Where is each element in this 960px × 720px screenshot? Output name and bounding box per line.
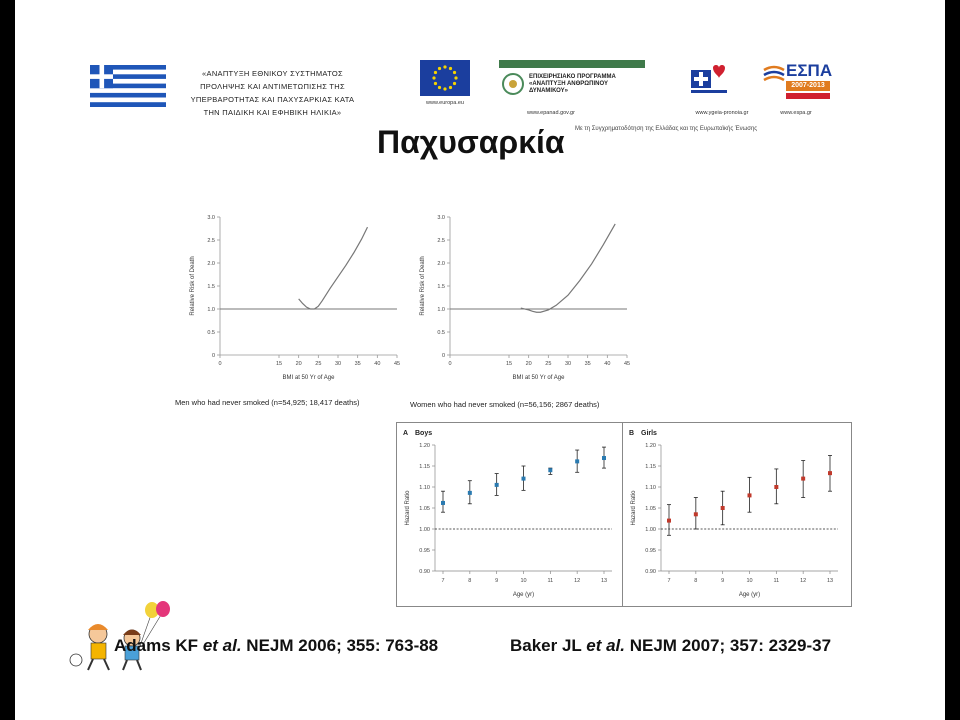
reference-citation: NEJM 2006; 355: 763-88 (246, 636, 439, 655)
eu-flag-icon (420, 60, 470, 96)
data-point (694, 512, 698, 516)
x-axis-label: Age (yr) (738, 592, 761, 598)
espa-logo (763, 60, 833, 104)
data-point (548, 468, 552, 472)
eu-star-icon (443, 87, 446, 90)
y-axis-label: Hazard Ratio (631, 490, 637, 526)
x-tick-label: 35 (584, 361, 591, 367)
x-tick-label: 8 (694, 578, 698, 584)
y-tick-label: 1.5 (207, 284, 215, 290)
x-tick-label: 10 (746, 578, 753, 584)
program-title-line: ΠΡΟΛΗΨΗΣ ΚΑΙ ΑΝΤΙΜΕΤΩΠΙΣΗΣ ΤΗΣ (200, 82, 345, 91)
epanad-text-line: «ΑΝΑΠΤΥΞΗ ΑΝΘΡΩΠΙΝΟΥ ΔΥΝΑΜΙΚΟΥ» (529, 81, 608, 94)
program-title (180, 67, 365, 119)
data-point (801, 477, 805, 481)
y-tick-label: 0.5 (207, 330, 215, 336)
y-tick-label: 1.5 (437, 284, 445, 290)
y-tick-label: 1.00 (419, 527, 430, 533)
y-axis-label: Relative Risk of Death (190, 256, 196, 316)
data-point (441, 501, 445, 505)
reference-etal: et al. (202, 636, 242, 655)
data-point (774, 485, 778, 489)
espa-years: 2007-2013 (786, 81, 830, 91)
y-tick-label: 0.90 (645, 569, 656, 575)
epanad-text-line: ΕΠΙΧΕΙΡΗΣΙΑΚΟ ΠΡΟΓΡΑΜΜΑ (529, 74, 616, 80)
reference-author: Adams KF (114, 636, 199, 655)
y-tick-label: 0 (441, 353, 445, 359)
data-point (522, 477, 526, 481)
y-tick-label: 0.90 (419, 569, 430, 575)
x-axis-label: BMI at 50 Yr of Age (512, 375, 565, 381)
program-title-line: «ΑΝΑΠΤΥΞΗ ΕΘΝΙΚΟΥ ΣΥΣΤΗΜΑΤΟΣ (202, 69, 343, 78)
espa-text: ΕΣΠΑ (786, 61, 833, 80)
y-tick-label: 2.5 (207, 238, 215, 244)
x-tick-label: 40 (604, 361, 611, 367)
data-point (468, 491, 472, 495)
caption-men: Men who had never smoked (n=54,925; 18,417 deaths) (175, 398, 360, 407)
program-title-line: ΥΠΕΡΒΑΡΟΤΗΤΑΣ ΚΑΙ ΠΑΧΥΣΑΡΚΙΑΣ ΚΑΤΑ (190, 95, 355, 104)
x-tick-label: 12 (800, 578, 807, 584)
y-tick-label: 1.05 (419, 506, 430, 512)
eu-star-icon (449, 86, 452, 89)
x-tick-label: 0 (448, 361, 452, 367)
x-tick-label: 25 (545, 361, 552, 367)
chart-boys-hazard (397, 423, 622, 604)
ygeia-pronoia-icon (691, 62, 727, 96)
panel-title: Boys (415, 430, 433, 437)
y-axis-label: Relative Risk of Death (420, 256, 426, 316)
data-point (748, 493, 752, 497)
epanad-logo (499, 60, 645, 104)
x-tick-label: 45 (623, 361, 631, 367)
eu-star-icon (453, 71, 456, 74)
x-tick-label: 11 (547, 578, 554, 584)
risk-curve (521, 224, 615, 312)
eu-star-icon (438, 86, 441, 89)
reference-baker (510, 636, 831, 656)
epanad-caption: www.epanad.gov.gr (527, 110, 575, 116)
espa-caption: www.espa.gr (780, 110, 812, 116)
y-tick-label: 0.95 (645, 548, 656, 554)
x-tick-label: 9 (721, 578, 725, 584)
x-axis-label: BMI at 50 Yr of Age (282, 375, 335, 381)
chart-men-bmi (165, 205, 405, 390)
cofunding-text: Με τη Συγχρηματοδότηση της Ελλάδας και της Ευρωπαϊκής Ένωσης (575, 126, 758, 132)
reference-citation: NEJM 2007; 357: 2329-37 (629, 636, 832, 655)
y-tick-label: 1.20 (645, 443, 656, 449)
x-tick-label: 20 (525, 361, 532, 367)
risk-curve (299, 227, 368, 309)
y-tick-label: 1.05 (645, 506, 656, 512)
y-tick-label: 1.0 (207, 307, 215, 313)
x-tick-label: 10 (520, 578, 527, 584)
y-tick-label: 1.15 (645, 464, 656, 470)
data-point (667, 519, 671, 523)
y-tick-label: 0.5 (437, 330, 445, 336)
eu-star-icon (432, 76, 435, 79)
panel-label: B (629, 430, 635, 437)
eu-caption: www.europa.eu (426, 100, 464, 106)
x-tick-label: 30 (564, 361, 572, 367)
eu-star-icon (443, 65, 446, 68)
x-tick-label: 35 (354, 361, 361, 367)
y-tick-label: 1.0 (437, 307, 445, 313)
x-tick-label: 20 (295, 361, 302, 367)
y-tick-label: 1.10 (419, 485, 430, 491)
ygeia-caption: www.ygeia-pronoia.gr (695, 110, 749, 116)
y-tick-label: 1.00 (645, 527, 656, 533)
epanad-banner (499, 60, 645, 68)
x-tick-label: 7 (441, 578, 445, 584)
y-tick-label: 1.10 (645, 485, 656, 491)
y-tick-label: 0 (211, 353, 215, 359)
espa-swoosh-icon (763, 64, 785, 84)
x-tick-label: 8 (468, 578, 472, 584)
x-tick-label: 45 (393, 361, 401, 367)
y-tick-label: 2.0 (437, 261, 445, 267)
x-tick-label: 9 (495, 578, 499, 584)
x-tick-label: 12 (574, 578, 581, 584)
greek-flag-icon (90, 65, 166, 107)
ball-icon (70, 654, 82, 666)
pink-balloon-icon (156, 601, 170, 617)
data-point (575, 459, 579, 463)
slide (15, 0, 945, 720)
program-title-line: ΤΗΝ ΠΑΙΔΙΚΗ ΚΑΙ ΕΦΗΒΙΚΗ ΗΛΙΚΙΑ» (203, 108, 342, 117)
y-tick-label: 3.0 (437, 215, 445, 221)
epanad-emblem-icon (501, 72, 525, 96)
chart-girls-hazard (623, 423, 849, 604)
y-tick-label: 3.0 (207, 215, 215, 221)
y-axis-label: Hazard Ratio (405, 490, 411, 526)
x-tick-label: 11 (773, 578, 780, 584)
x-tick-label: 25 (315, 361, 322, 367)
eu-star-icon (434, 71, 437, 74)
x-tick-label: 30 (334, 361, 342, 367)
data-point (495, 483, 499, 487)
eu-star-icon (453, 82, 456, 85)
y-tick-label: 1.20 (419, 443, 430, 449)
eu-star-icon (449, 67, 452, 70)
x-tick-label: 7 (667, 578, 671, 584)
x-tick-label: 15 (275, 361, 283, 367)
data-point (602, 456, 606, 460)
espa-band (786, 93, 830, 99)
reference-etal: et al. (586, 636, 625, 655)
y-tick-label: 0.95 (419, 548, 430, 554)
chart-women-bmi (395, 205, 635, 390)
reference-author: Baker JL (510, 636, 582, 655)
data-point (828, 471, 832, 475)
page-title: Παχυσαρκία (377, 124, 565, 160)
reference-adams (114, 636, 438, 656)
caption-women: Women who had never smoked (n=56,156; 2867 deaths) (410, 400, 600, 409)
x-axis-label: Age (yr) (512, 592, 535, 598)
panel-title: Girls (641, 430, 657, 437)
eu-star-icon (454, 76, 457, 79)
eu-star-icon (434, 82, 437, 85)
x-tick-label: 13 (600, 578, 608, 584)
y-tick-label: 1.15 (419, 464, 430, 470)
x-tick-label: 40 (374, 361, 381, 367)
eu-star-icon (438, 67, 441, 70)
x-tick-label: 13 (826, 578, 834, 584)
panel-label: A (403, 430, 409, 437)
x-tick-label: 15 (505, 361, 513, 367)
y-tick-label: 2.0 (207, 261, 215, 267)
x-tick-label: 0 (218, 361, 222, 367)
y-tick-label: 2.5 (437, 238, 445, 244)
data-point (721, 506, 725, 510)
